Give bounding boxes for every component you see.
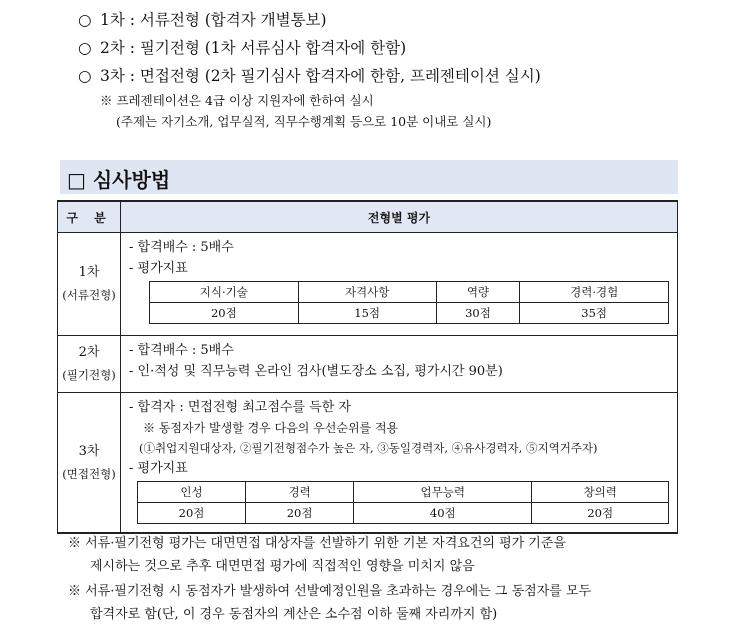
stage3-line2: ※ 동점자가 발생할 경우 다음의 우선순위를 적용 [143,421,399,435]
evaluation-table [57,200,678,534]
score-cell: 20점 [246,503,354,524]
table-row-stage3 [58,393,678,534]
stage3-criteria-table [137,481,669,524]
presentation-note-2: (주제는 자기소개, 업무실적, 직무수행계획 등으로 10분 이내로 실시) [116,114,492,129]
score-cell: 30점 [436,303,520,324]
section-title: □ 심사방법 [67,168,171,192]
score-cell: 15점 [298,303,436,324]
score-cell: 40점 [354,503,532,524]
stage1-criteria-table [149,281,669,324]
stage3-label [58,393,121,534]
table-row-stage2 [58,336,678,393]
stage3-line4: - 평가지표 [129,461,188,476]
score-row [150,303,669,324]
criteria-row [138,482,669,503]
criteria-cell: 창의력 [532,482,669,503]
criteria-cell: 업무능력 [354,482,532,503]
presentation-note-1: ※ 프레젠테이션은 4급 이상 지원자에 한하여 실시 [100,93,374,108]
stage2-line2: - 인·적성 및 직무능력 온라인 검사(별도장소 소집, 평가시간 90분) [129,364,503,379]
stage2-label [58,336,121,393]
stage-text: 3차 : 면접전형 (2차 필기심사 합격자에 한함, 프레젠테이션 실시) [100,67,541,85]
score-cell: 35점 [520,303,669,324]
header-eval: 전형별 평가 [121,201,678,233]
stage3-content [121,393,678,534]
stage1-line2: - 평가지표 [129,261,188,276]
score-cell: 20점 [138,503,246,524]
criteria-cell: 경력·경험 [520,282,669,303]
footnote-1-line1: ※ 서류·필기전형 평가는 대면면접 대상자를 선발하기 위한 기본 자격요건의 평가 기준을 [68,536,566,551]
criteria-row [150,282,669,303]
stage3-line1: - 합격자 : 면접전형 최고점수를 득한 자 [129,400,351,415]
score-cell: 20점 [532,503,669,524]
score-cell: 20점 [150,303,299,324]
circle-bullet-icon: ○ [78,11,92,29]
footnote-1-line2: 제시하는 것으로 추후 대면면접 평가에 직접적인 영향을 미치지 않음 [90,559,475,574]
stage-text: 1차 : 서류전형 (합격자 개별통보) [100,11,327,29]
stage2-sub: (필기전형) [62,368,116,382]
stage1-sub: (서류전형) [62,288,116,302]
criteria-cell: 인성 [138,482,246,503]
stage-item-3 [78,64,541,86]
footnote-2-line1: ※ 서류·필기전형 시 동점자가 발생하여 선발예정인원을 초과하는 경우에는 그 동점자를 모두 [68,584,592,599]
stage-item-2 [78,36,406,58]
stage2-content [121,336,678,393]
criteria-cell: 역량 [436,282,520,303]
circle-bullet-icon: ○ [78,67,92,85]
table-row-stage1 [58,233,678,336]
criteria-cell: 자격사항 [298,282,436,303]
table-header-row [58,201,678,233]
stage3-name: 3차 [78,443,100,459]
score-row [138,503,669,524]
stage-item-1 [78,8,327,30]
stage1-content [121,233,678,336]
criteria-cell: 지식·기술 [150,282,299,303]
stage-text: 2차 : 필기전형 (1차 서류심사 합격자에 한함) [100,39,407,57]
circle-bullet-icon: ○ [78,39,92,57]
stage1-line1: - 합격배수 : 5배수 [129,240,234,255]
stage3-sub: (면접전형) [62,466,116,481]
stage1-name: 1차 [78,265,100,280]
stage2-name: 2차 [78,345,100,360]
stage3-line3: (①취업지원대상자, ②필기전형점수가 높은 자, ③동일경력자, ④유사경력자, ⑤지역거주자) [139,441,598,455]
criteria-cell: 경력 [246,482,354,503]
stage2-line1: - 합격배수 : 5배수 [129,343,234,358]
header-gubun: 구 분 [58,201,121,233]
stage1-label [58,233,121,336]
footnote-2-line2: 합격자로 함(단, 이 경우 동점자의 계산은 소수점 이하 둘째 자리까지 함) [90,607,498,622]
